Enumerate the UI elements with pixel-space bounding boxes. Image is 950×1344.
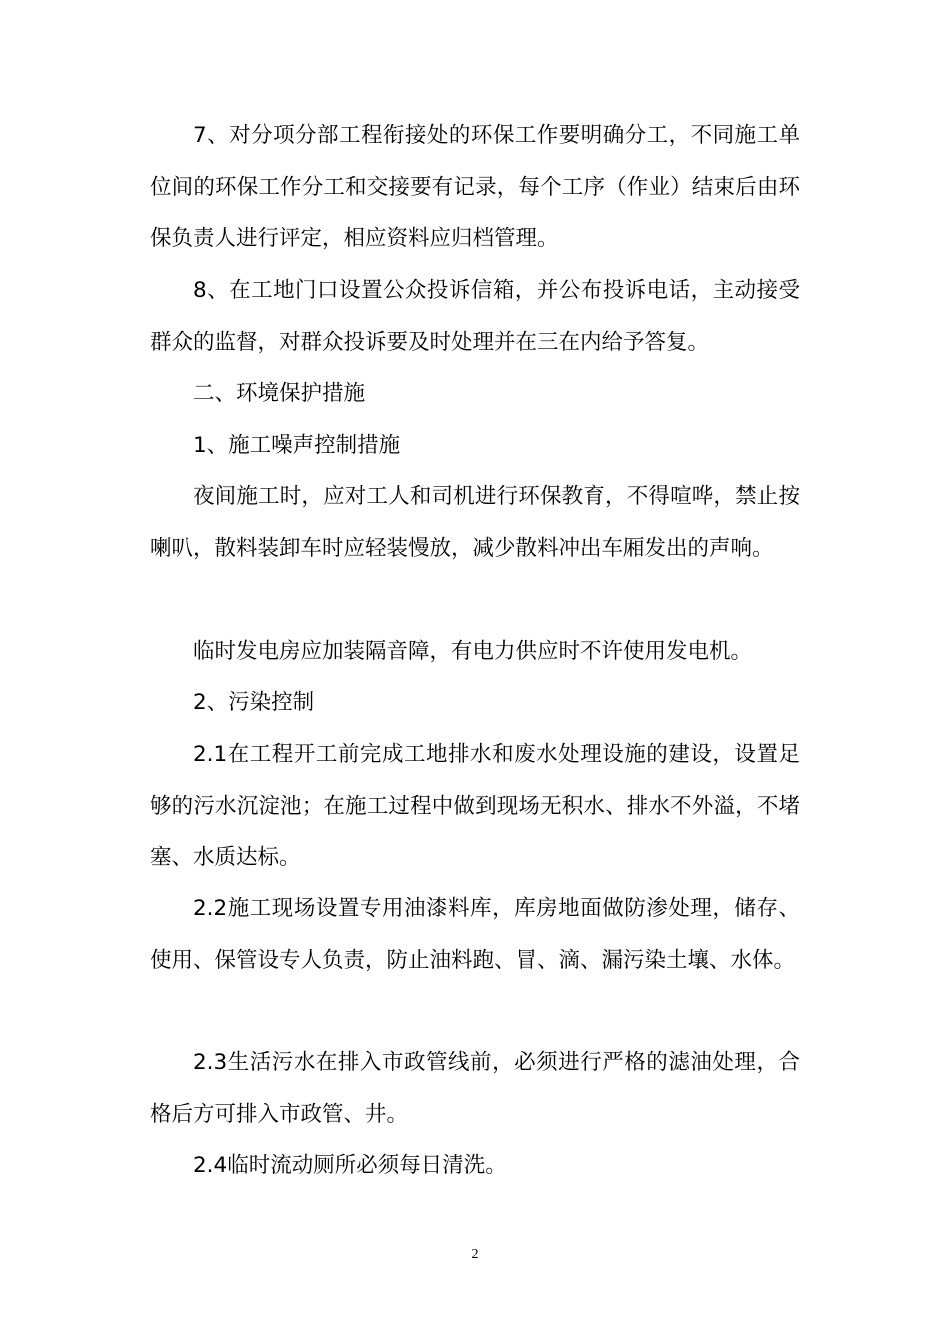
subheading-pollution-control: 2、污染控制 bbox=[193, 690, 315, 715]
page-number: 2 bbox=[471, 1247, 479, 1262]
paragraph-night-construction: 夜间施工时，应对工人和司机进行环保教育，不得喧哗，禁止按喇叭，散料装卸车时应轻装慢放，减少散料冲出车厢发出的声响。 bbox=[150, 484, 800, 561]
paragraph-2-3-sewage: 2.3生活污水在排入市政管线前，必须进行严格的滤油处理，合格后方可排入市政管、井。 bbox=[150, 1050, 800, 1127]
subheading-noise-control: 1、施工噪声控制措施 bbox=[193, 433, 401, 458]
paragraph-7-environmental-division: 7、对分项分部工程衔接处的环保工作要明确分工，不同施工单位间的环保工作分工和交接要有记录，每个工序（作业）结束后由环保负责人进行评定，相应资料应归档管理。 bbox=[150, 123, 800, 251]
paragraph-2-2-paint-store: 2.2施工现场设置专用油漆料库，库房地面做防渗处理，储存、使用、保管设专人负责，防止油料跑、冒、滴、漏污染土壤、水体。 bbox=[150, 896, 800, 973]
section-heading-environmental-measures: 二、环境保护措施 bbox=[193, 381, 366, 406]
paragraph-generator-room: 临时发电房应加装隔音障，有电力供应时不许使用发电机。 bbox=[193, 639, 753, 664]
paragraph-8-complaint-box: 8、在工地门口设置公众投诉信箱，并公布投诉电话，主动接受群众的监督，对群众投诉要及时处理并在三在内给予答复。 bbox=[150, 278, 800, 355]
paragraph-2-1-drainage: 2.1在工程开工前完成工地排水和废水处理设施的建设，设置足够的污水沉淀池；在施工过程中做到现场无积水、排水不外溢，不堵塞、水质达标。 bbox=[150, 742, 800, 870]
paragraph-2-4-toilets: 2.4临时流动厕所必须每日清洗。 bbox=[193, 1153, 507, 1178]
